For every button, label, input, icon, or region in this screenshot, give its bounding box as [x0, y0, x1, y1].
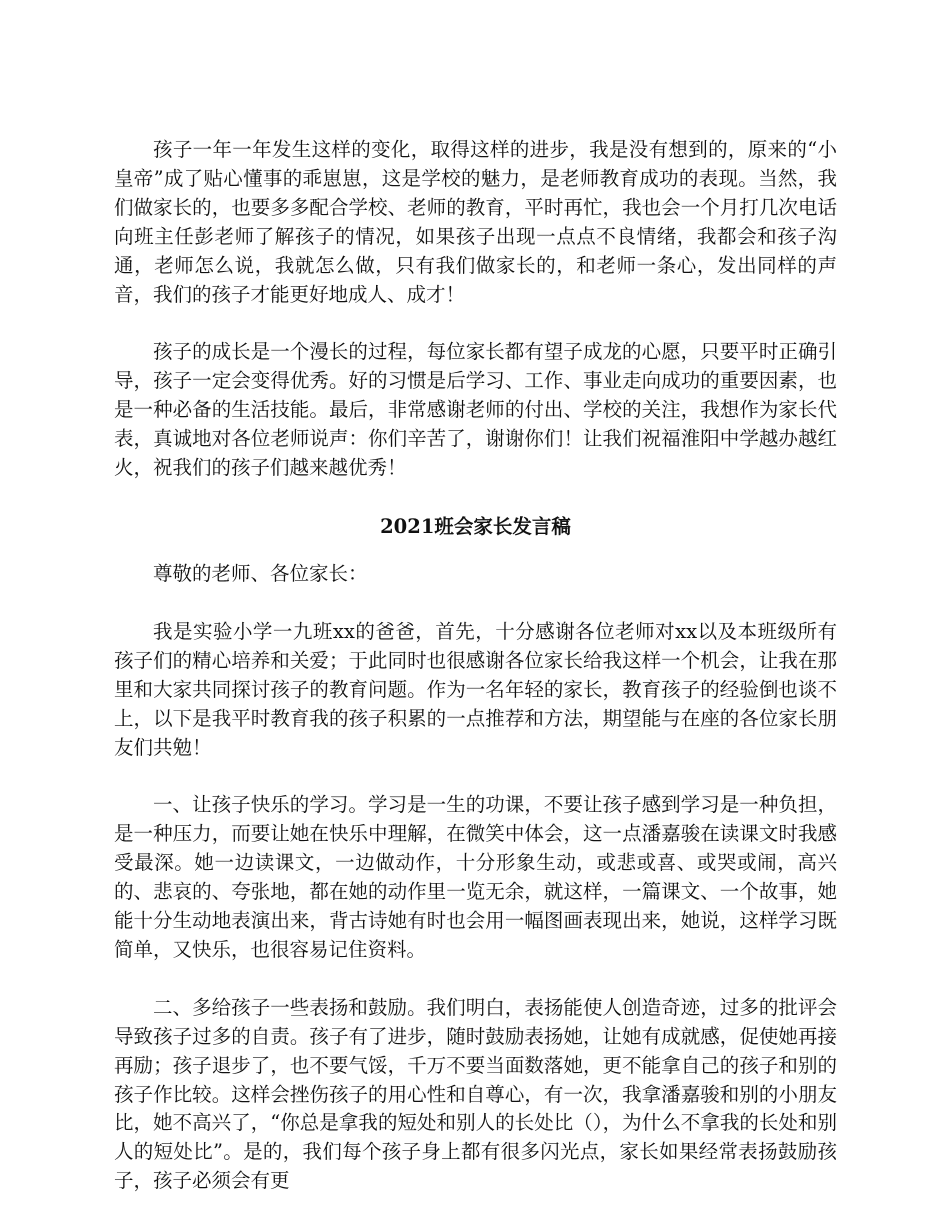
document-content: [114, 136, 837, 1225]
body-paragraph-2: 一、让孩子快乐的学习。学习是一生的功课，不要让孩子感到学习是一种负担，是一种压力，而要让她在快乐中理解，在微笑中体会，这一点潘嘉骏在读课文时我感受最深。她一边读课文，一边做动作，十分形象生动，或悲或喜、或哭或闹，高兴的、悲哀的、夸张地，都在她的动作里一览无余，就这样，一篇课文、一个故事，她能十分生动地表演出来，背古诗她有时也会用一幅图画表现出来，她说，这样学习既简单，又快乐，也很容易记住资料。: [114, 793, 837, 961]
salutation: 尊敬的老师、各位家长：: [153, 561, 368, 585]
body-paragraph-3: 二、多给孩子一些表扬和鼓励。我们明白，表扬能使人创造奇迹，过多的批评会导致孩子过多的自责。孩子有了进步，随时鼓励表扬她，让她有成就感，促使她再接再励；孩子退步了，也不要气馁，千万不要当面数落她，更不能拿自己的孩子和别的孩子作比较。这样会挫伤孩子的用心性和自尊心，有一次，我拿潘嘉骏和别的小朋友比，她不高兴了，“你总是拿我的短处和别人的长处比（），为什么不拿我的长处和别人的短处比”。是的，我们每个孩子身上都有很多闪光点，家长如果经常表扬鼓励孩子，孩子必须会有更: [114, 995, 837, 1193]
intro-paragraph-1: 孩子一年一年发生这样的变化，取得这样的进步，我是没有想到的，原来的“小皇帝”成了贴心懂事的乖崽崽，这是学校的魅力，是老师教育成功的表现。当然，我们做家长的，也要多多配合学校、老师的教育，平时再忙，我也会一个月打几次电话向班主任彭老师了解孩子的情况，如果孩子出现一点点不良情绪，我都会和孩子沟通，老师怎么说，我就怎么做，只有我们做家长的，和老师一条心，发出同样的声音，我们的孩子才能更好地成人、成才！: [114, 138, 837, 306]
intro-paragraph-2: 孩子的成长是一个漫长的过程，每位家长都有望子成龙的心愿，只要平时正确引导，孩子一定会变得优秀。好的习惯是后学习、工作、事业走向成功的重要因素，也是一种必备的生活技能。最后，非常感谢老师的付出、学校的关注，我想作为家长代表，真诚地对各位老师说声：你们辛苦了，谢谢你们！让我们祝福淮阳中学越办越红火，祝我们的孩子们越来越优秀！: [114, 340, 837, 480]
body-paragraph-1: 我是实验小学一九班xx的爸爸，首先，十分感谢各位老师对xx以及本班级所有孩子们的精心培养和关爱；于此同时也很感谢各位家长给我这样一个机会，让我在那里和大家共同探讨孩子的教育问题。作为一名年轻的家长，教育孩子的经验倒也谈不上，以下是我平时教育我的孩子积累的一点推荐和方法，期望能与在座的各位家长朋友们共勉！: [114, 619, 837, 759]
document-heading: 2021班会家长发言稿: [380, 514, 571, 538]
